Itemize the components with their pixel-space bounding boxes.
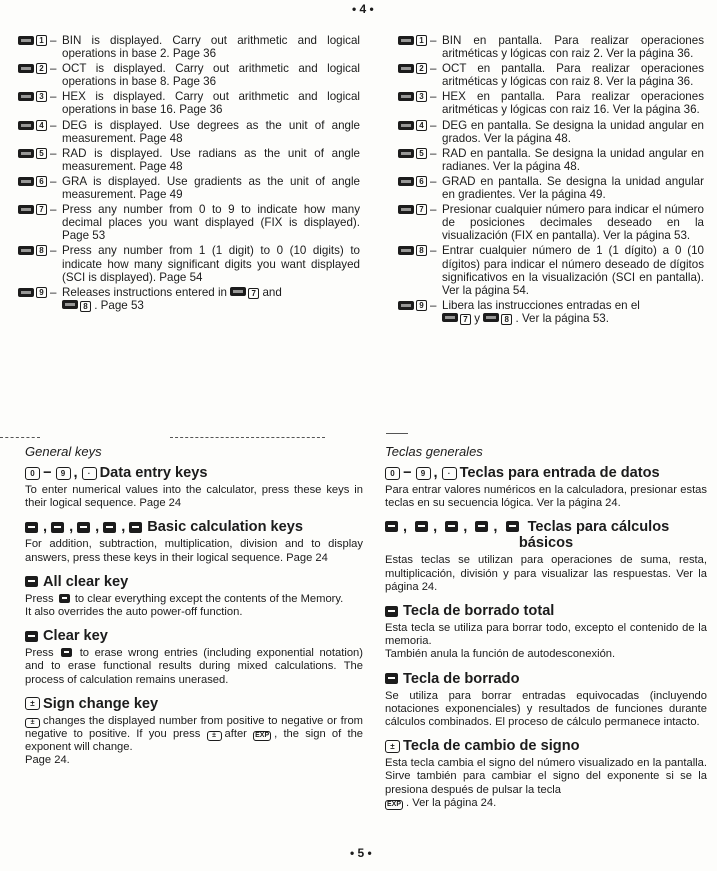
divider xyxy=(170,437,325,438)
mode-key-icon xyxy=(442,313,458,322)
list-item: 3 – HEX en pantalla. Para realizar operaciones aritméticas y lógicas con raiz 16. Ver la página 36. xyxy=(398,90,704,116)
mode-key-icon: 7 – xyxy=(398,203,442,216)
mode-key-icon: 5 – xyxy=(398,147,442,160)
mode-key-icon: 3 – xyxy=(398,90,442,103)
mode-key-icon: 2 – xyxy=(398,62,442,75)
equals-key-icon xyxy=(506,521,519,532)
multiply-key-icon xyxy=(77,522,90,533)
mode-key-icon: 6 – xyxy=(398,175,442,188)
section-heading: Clear key xyxy=(25,628,363,644)
mode-key-icon: 8 – xyxy=(398,244,442,257)
sign-change-key-icon: ± xyxy=(207,731,222,741)
exponent-key-icon: EXP xyxy=(387,800,402,808)
divider xyxy=(0,437,40,438)
decimal-key-icon: · xyxy=(82,467,97,480)
all-clear-key-icon xyxy=(25,576,38,587)
subtract-key-icon xyxy=(415,521,428,532)
sign-change-key-icon: ± xyxy=(25,697,40,710)
section-label: General keys xyxy=(25,444,102,459)
add-key-icon xyxy=(25,522,38,533)
digit-key-icon: 9 xyxy=(416,467,431,480)
list-item: 1 – BIN is displayed. Carry out arithmetic and logical operations in base 2. Page 36 xyxy=(18,34,360,60)
section-heading: All clear key xyxy=(25,574,363,590)
digit-key-icon: 0 xyxy=(385,467,400,480)
section-body: Press to erase wrong entries (including exponential notation) and to erase functional results during mixed calculations. The process of calculation remains unerased. xyxy=(25,647,363,686)
list-item: 7 – Press any number from 0 to 9 to indicate how many decimal places you want displayed (FIX is displayed). Page 53 xyxy=(18,203,360,242)
list-item: 9 – Libera las instrucciones entradas en el 7 y 8 . Ver la página 53. xyxy=(398,299,704,325)
section-body: Para entrar valores numéricos en la calculadora, presionar estas teclas en su secuencia lógica. Ver la página 24. xyxy=(385,484,707,510)
list-item: 1 – BIN en pantalla. Para realizar operaciones aritméticas y lógicas con raiz 2. Ver la página 36. xyxy=(398,34,704,60)
section-body: Se utiliza para borrar entradas equivocadas (incluyendo notaciones exponenciales) y resultados de funciones durante cálculos combinados. El proceso de cálculo permanece intacto. xyxy=(385,689,707,729)
digit-key-icon: 9 xyxy=(56,467,71,480)
clear-key-icon xyxy=(385,673,398,684)
mode-key-icon xyxy=(483,313,499,322)
multiply-key-icon xyxy=(445,521,458,532)
mode-key-icon: 3 – xyxy=(18,90,62,103)
mode-list-spanish xyxy=(398,34,704,327)
section-label: Teclas generales xyxy=(385,444,483,459)
mode-key-icon: 8 – xyxy=(18,244,62,257)
mode-key-icon: 1 – xyxy=(398,34,442,47)
list-item: 8 – Press any number from 1 (1 digit) to 0 (10 digits) to indicate how many significant digits you want displayed (SCI is displayed). Page 54 xyxy=(18,244,360,283)
list-item: 6 – GRA is displayed. Use gradients as the unit of angle measurement. Page 49 xyxy=(18,175,360,201)
mode-key-icon xyxy=(230,287,246,296)
mode-key-icon xyxy=(62,300,78,309)
mode-key-icon: 2 – xyxy=(18,62,62,75)
general-keys-english xyxy=(25,444,363,768)
mode-key-icon: 4 – xyxy=(398,119,442,132)
section-heading: ± Tecla de cambio de signo xyxy=(385,738,707,754)
clear-key-icon xyxy=(61,648,72,657)
equals-key-icon xyxy=(129,522,142,533)
section-body: For addition, subtraction, multiplication, division and to display answers, press these keys in their logical sequence. Page 24 xyxy=(25,538,363,564)
clear-key-icon xyxy=(25,631,38,642)
section-heading: Tecla de borrado xyxy=(385,671,707,687)
general-keys-spanish xyxy=(385,444,707,810)
all-clear-key-icon xyxy=(59,594,70,603)
section-body: To enter numerical values into the calculator, press these keys in their logical sequence. Page 24 xyxy=(25,484,363,510)
list-item: 2 – OCT is displayed. Carry out arithmetic and logical operations in base 8. Page 36 xyxy=(18,62,360,88)
list-item: 9 – Releases instructions entered in 7 and 8 . Page 53 xyxy=(18,286,360,312)
list-item: 4 – DEG is displayed. Use degrees as the unit of angle measurement. Page 48 xyxy=(18,119,360,145)
list-item: 7 – Presionar cualquier número para indicar el número de posiciones decimales deseado en la visualización (FIX en pantalla). Ver la página 53. xyxy=(398,203,704,242)
divider xyxy=(386,433,408,434)
page-number-bottom: • 5 • xyxy=(350,846,372,860)
mode-key-icon: 5 – xyxy=(18,147,62,160)
mode-key-icon: 7 – xyxy=(18,203,62,216)
mode-key-icon: 9 – xyxy=(398,299,442,312)
list-item: 3 – HEX is displayed. Carry out arithmetic and logical operations in base 16. Page 36 xyxy=(18,90,360,116)
section-body: También anula la función de autodesconexión. xyxy=(385,648,616,661)
divide-key-icon xyxy=(103,522,116,533)
section-body: Esta tecla se utiliza para borrar todo, excepto el contenido de la memoria. xyxy=(385,622,707,648)
section-body: Press to clear everything except the contents of the Memory. xyxy=(25,592,344,605)
mode-list-english xyxy=(18,34,360,314)
sign-change-key-icon: ± xyxy=(385,740,400,753)
add-key-icon xyxy=(385,521,398,532)
exponent-key-icon: EXP xyxy=(255,732,270,740)
sign-change-key-icon: ± xyxy=(25,718,40,728)
list-item: 6 – GRAD en pantalla. Se designa la unidad angular en gradientes. Ver la página 49. xyxy=(398,175,704,201)
mode-key-icon: 4 – xyxy=(18,119,62,132)
section-heading: 0 − 9 , · Teclas para entrada de datos xyxy=(385,465,707,481)
mode-key-icon: 9 – xyxy=(18,286,62,299)
page-number-top: • 4 • xyxy=(352,2,374,16)
subtract-key-icon xyxy=(51,522,64,533)
list-item: 5 – RAD is displayed. Use radians as the unit of angle measurement. Page 48 xyxy=(18,147,360,173)
section-heading: 0 − 9 , · Data entry keys xyxy=(25,465,363,481)
decimal-key-icon: · xyxy=(442,467,457,480)
mode-key-icon: 1 – xyxy=(18,34,62,47)
section-body: Esta tecla cambia el signo del número visualizado en la pantalla. Sirve también para cambiar el signo del exponente si se la presiona después de pulsar la tecla EXP . Ver la página 24. xyxy=(385,757,707,809)
section-heading: Tecla de borrado total xyxy=(385,603,707,619)
section-heading: , , , , Basic calculation keys xyxy=(25,519,363,535)
section-body: ± changes the displayed number from positive to negative or from negative to positive. If you press ± after EXP , the sign of the exponent will change. Page 24. xyxy=(25,714,364,767)
section-body: It also overrides the auto power-off function. xyxy=(25,606,243,619)
all-clear-key-icon xyxy=(385,606,398,617)
divide-key-icon xyxy=(475,521,488,532)
section-body: Estas teclas se utilizan para operaciones de suma, resta, multiplicación, división y para visualizar las respuestas. Ver la página 24. xyxy=(385,554,707,593)
list-item: 2 – OCT en pantalla. Para realizar operaciones aritméticas y lógicas con raiz 8. Ver la página 36. xyxy=(398,62,704,88)
section-heading: , , , , Teclas para cálculos básicos xyxy=(385,519,707,551)
list-item: 5 – RAD en pantalla. Se designa la unidad angular en radianes. Ver la página 48. xyxy=(398,147,704,173)
section-heading: ± Sign change key xyxy=(25,696,363,712)
mode-key-icon: 6 – xyxy=(18,175,62,188)
digit-key-icon: 0 xyxy=(25,467,40,480)
list-item: 4 – DEG en pantalla. Se designa la unidad angular en grados. Ver la página 48. xyxy=(398,119,704,145)
list-item: 8 – Entrar cualquier número de 1 (1 dígito) a 0 (10 dígitos) para indicar el número deseado de dígitos significativos en la visualización (SCI en pantalla). Ver la página 54. xyxy=(398,244,704,296)
